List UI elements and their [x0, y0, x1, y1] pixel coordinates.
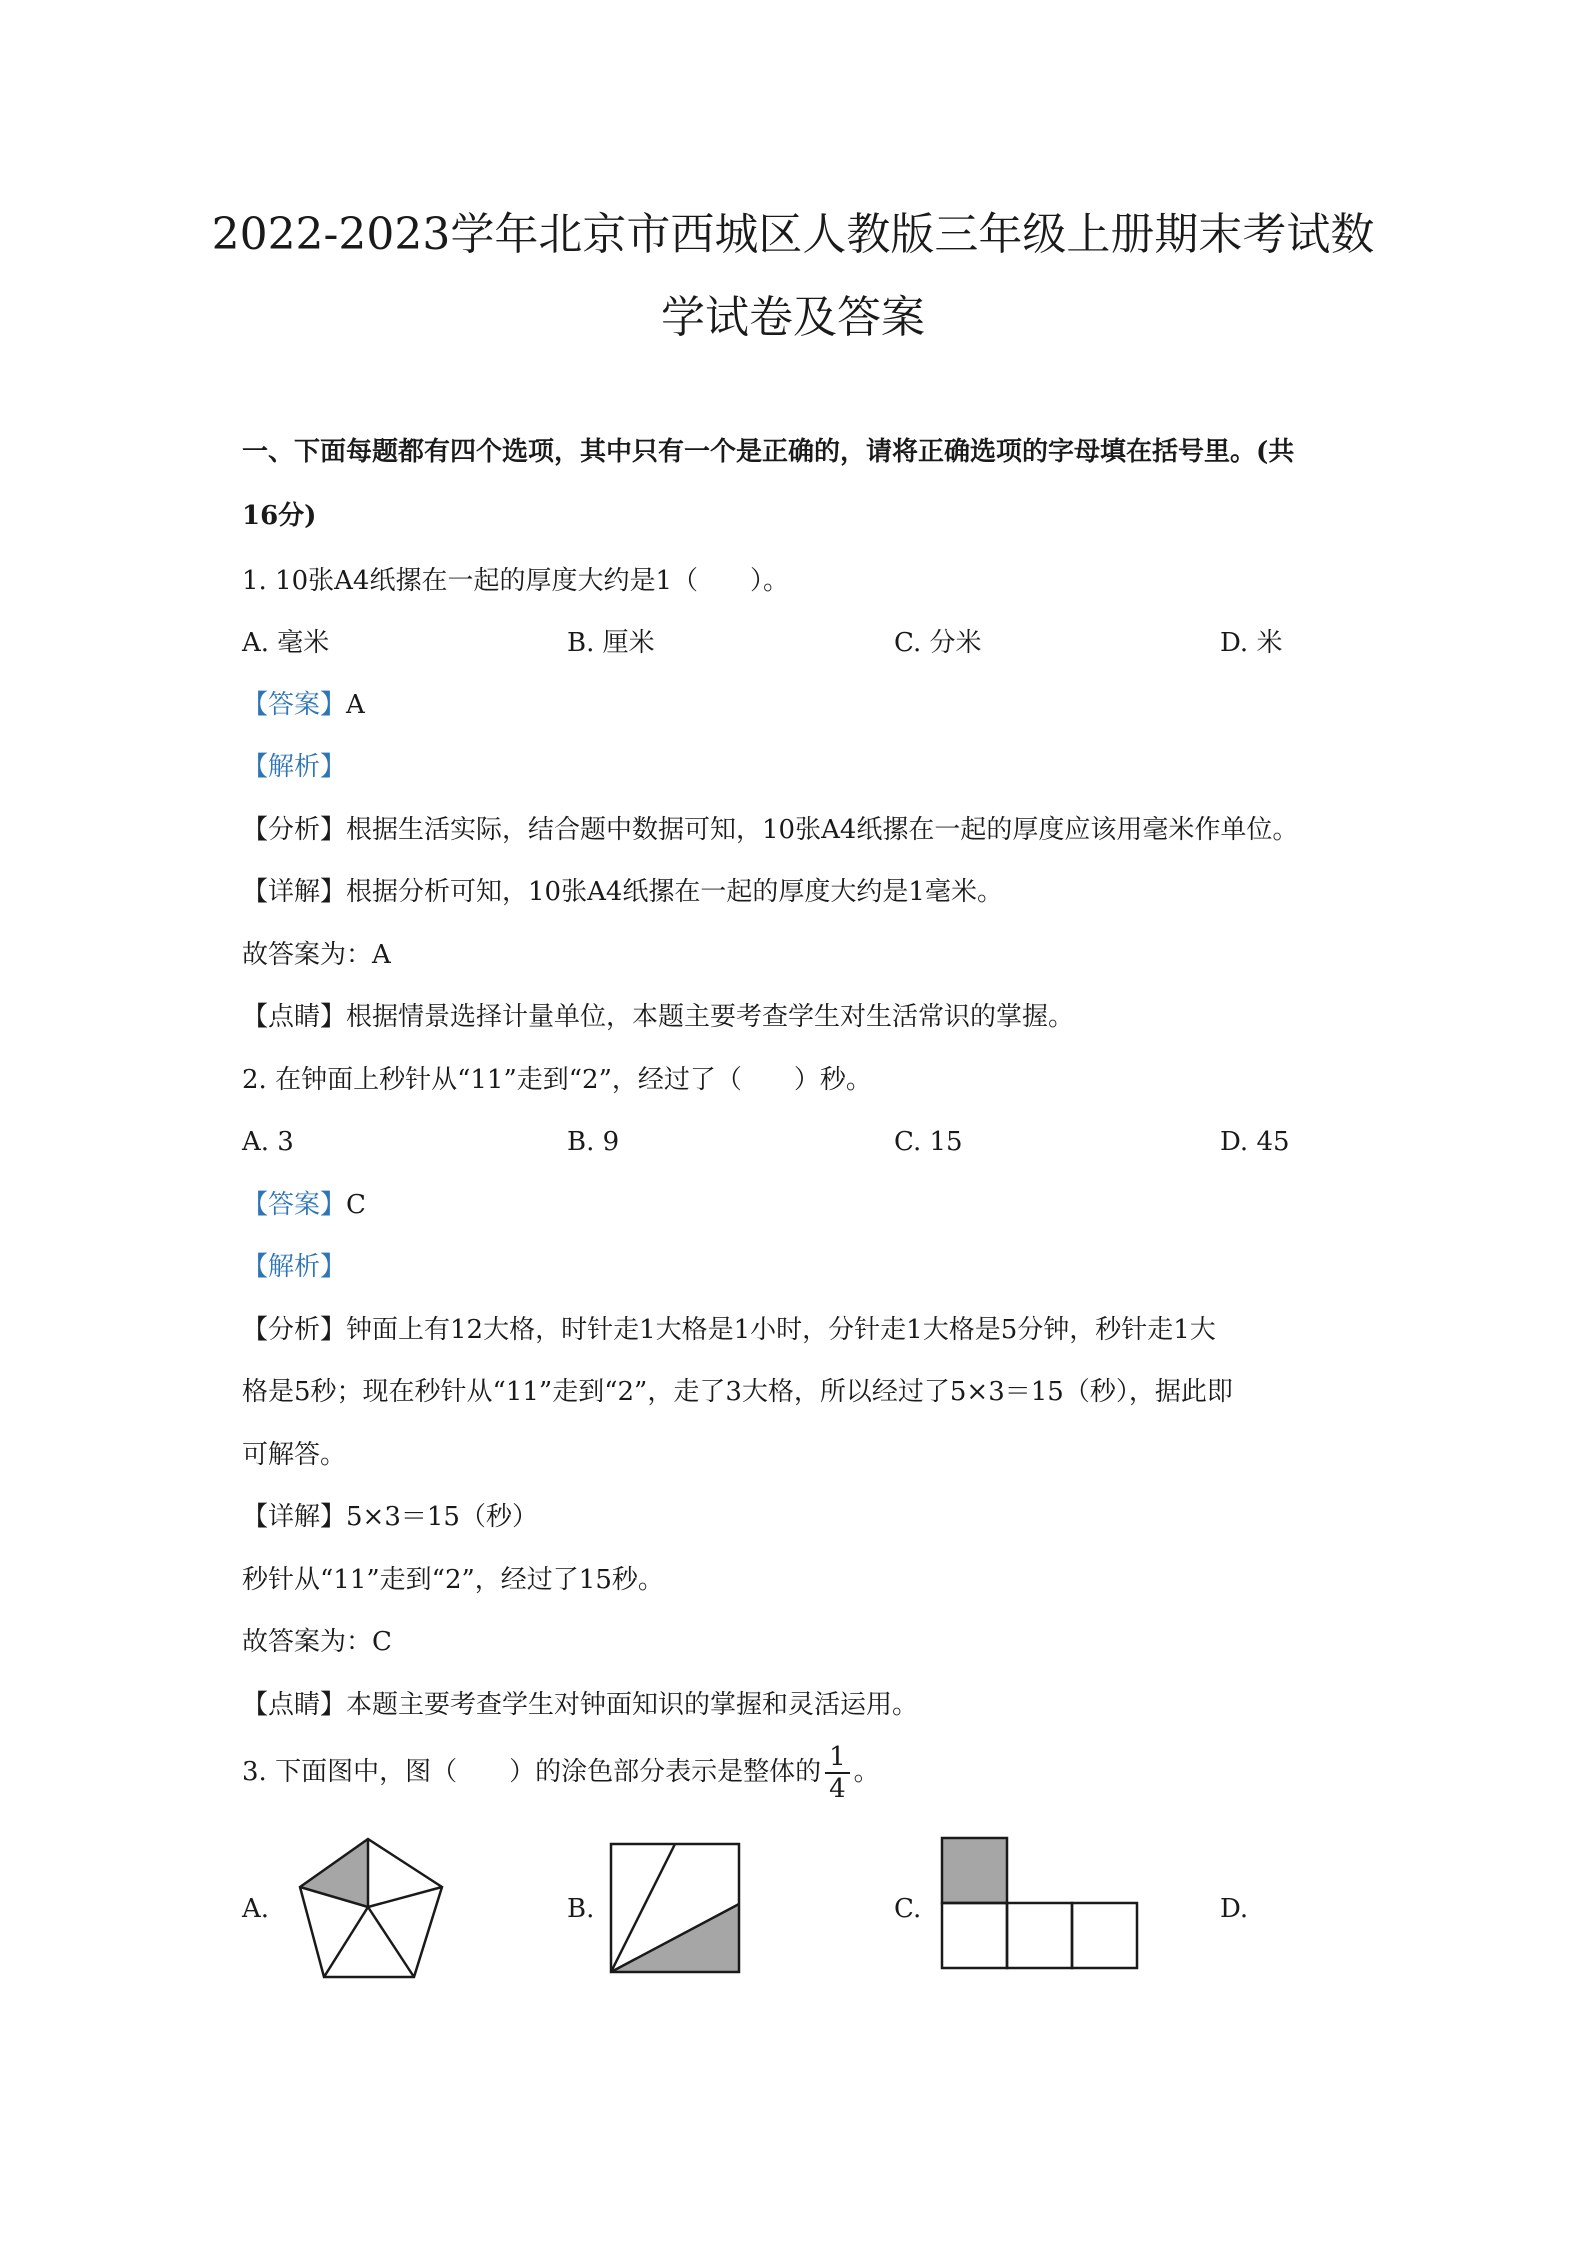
q2-option-a: A. 3 [242, 1127, 294, 1157]
answer-value: A [346, 690, 365, 720]
q1-conclusion: 故答案为：A [242, 940, 391, 970]
bottom-square-3 [1072, 1903, 1137, 1968]
figure-c-squares [938, 1834, 1148, 1974]
fenxi-text: 钟面上有12大格，时针走1大格是1小时，分针走1大格是5分钟，秒针走1大 [346, 1315, 1216, 1345]
q2-analysis-tag: 【解析】 [242, 1252, 347, 1282]
question-1-stem: 1. 10张A4纸摞在一起的厚度大约是1（ ）。 [242, 566, 790, 596]
document-title-line2: 学试卷及答案 [661, 292, 925, 343]
q2-option-c: C. 15 [894, 1127, 963, 1157]
q2-option-d: D. 45 [1220, 1127, 1290, 1157]
q2-conclusion: 故答案为：C [242, 1627, 392, 1657]
q1-fenxi [242, 810, 1298, 850]
shaded-square [942, 1838, 1007, 1903]
dianjing-tag: 【点睛】 [242, 1690, 347, 1720]
q3-option-c-label: C. [894, 1894, 922, 1924]
q1-answer [242, 685, 365, 725]
xiangjie-tag: 【详解】 [242, 877, 347, 907]
q1-option-c: C. 分米 [894, 628, 982, 658]
fenxi-text: 根据生活实际，结合题中数据可知，10张A4纸摞在一起的厚度应该用毫米作单位。 [346, 815, 1299, 845]
q2-fenxi-line3: 可解答。 [242, 1440, 347, 1470]
pentagon-outline [300, 1839, 442, 1977]
q3-stem-end: 。 [853, 1757, 880, 1787]
fenxi-tag: 【分析】 [242, 815, 347, 845]
bottom-square-2 [1007, 1903, 1072, 1968]
figure-a-pentagon [290, 1835, 450, 1985]
q3-option-d-label: D. [1220, 1894, 1249, 1924]
xiangjie-tag: 【详解】 [242, 1502, 347, 1532]
q1-option-a: A. 毫米 [242, 628, 330, 658]
answer-tag: 【答案】 [242, 1190, 347, 1220]
q2-fenxi-line2: 格是5秒；现在秒针从“11”走到“2”，走了3大格，所以经过了5×3＝15（秒），据此即 [242, 1377, 1233, 1407]
fraction-denominator: 4 [829, 1774, 846, 1804]
q1-analysis-tag: 【解析】 [242, 752, 347, 782]
q3-option-b-label: B. [567, 1894, 595, 1924]
bottom-square-1 [942, 1903, 1007, 1968]
q2-xiangjie [242, 1497, 538, 1537]
dianjing-text: 本题主要考查学生对钟面知识的掌握和灵活运用。 [346, 1690, 919, 1720]
figure-b-square [607, 1840, 743, 1976]
q2-answer [242, 1185, 366, 1225]
answer-tag: 【答案】 [242, 690, 347, 720]
xiangjie-text: 根据分析可知，10张A4纸摞在一起的厚度大约是1毫米。 [346, 877, 1003, 907]
fenxi-tag: 【分析】 [242, 1315, 347, 1345]
fraction-one-quarter [825, 1742, 850, 1804]
section-heading-line1: 一、下面每题都有四个选项，其中只有一个是正确的，请将正确选项的字母填在括号里。(共 [242, 437, 1295, 467]
xiangjie-text: 5×3＝15（秒） [346, 1502, 538, 1532]
section-heading-line2: 16分) [242, 501, 317, 531]
answer-value: C [346, 1190, 366, 1220]
fraction-numerator: 1 [825, 1742, 850, 1774]
q2-dianjing [242, 1685, 918, 1725]
q3-option-a-label: A. [242, 1894, 270, 1924]
q3-stem-text: 3. 下面图中，图（ ）的涂色部分表示是整体的 [242, 1757, 822, 1787]
q1-option-b: B. 厘米 [567, 628, 655, 658]
q2-option-b: B. 9 [567, 1127, 620, 1157]
q2-fenxi-line1 [242, 1310, 1216, 1350]
document-title-line1: 2022-2023学年北京市西城区人教版三年级上册期末考试数 [211, 209, 1375, 260]
q2-explain: 秒针从“11”走到“2”，经过了15秒。 [242, 1565, 664, 1595]
dianjing-text: 根据情景选择计量单位，本题主要考查学生对生活常识的掌握。 [346, 1002, 1075, 1032]
dianjing-tag: 【点睛】 [242, 1002, 347, 1032]
q1-xiangjie [242, 872, 1003, 912]
question-2-stem: 2. 在钟面上秒针从“11”走到“2”，经过了（ ）秒。 [242, 1065, 872, 1095]
question-3-stem [242, 1740, 880, 1804]
q1-option-d: D. 米 [1220, 628, 1283, 658]
q1-dianjing [242, 997, 1074, 1037]
